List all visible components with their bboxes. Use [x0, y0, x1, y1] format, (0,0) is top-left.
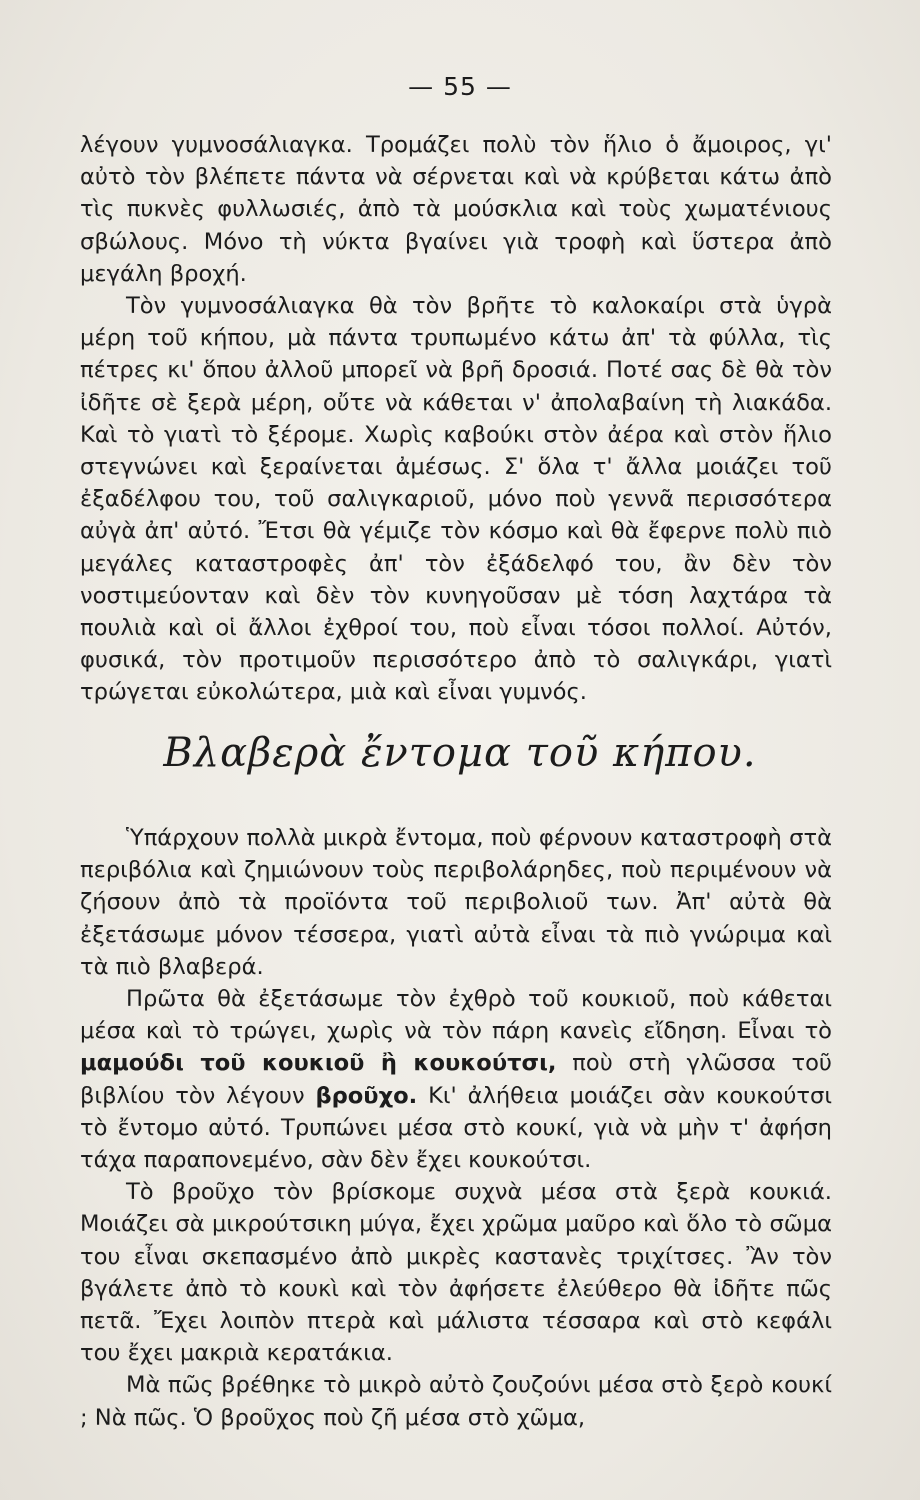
- paragraph: λέγουν γυμνοσάλιαγκα. Τρομάζει πολὺ τὸν ἥλιο ὁ ἄμοιρος, γι' αὐτὸ τὸν βλέπετε πάντα νὰ σέρνεται καὶ νὰ κρύβεται κάτω ἀπὸ τὶς πυκνὲς φυλλωσιές, ἀπὸ τὰ μούσκλια καὶ τοὺς χωματένιους σβώλους. Μόνο τὴ νύκτα βγαίνει γιὰ τροφὴ καὶ ὕστερα ἀπὸ μεγάλη βροχή.: [80, 132, 832, 287]
- paragraph-text: ποὺ στὴ γλῶσσα τοῦ βιβλίου τὸν λέγουν: [80, 1050, 832, 1109]
- paragraph: Τὸ βροῦχο τὸν βρίσκομε συχνὰ μέσα στὰ ξερὰ κουκιά. Μοιάζει σὰ μικρούτσικη μύγα, ἔχει χρῶμα μαῦρο καὶ ὅλο τὸ σῶμα του εἶναι σκεπασμένο ἀπὸ μικρὲς καστανὲς τριχίτσες. Ἂν τὸν βγάλετε ἀπὸ τὸ κουκὶ καὶ τὸν ἀφήσετε ἐλεύθερο θὰ ἰδῆτε πῶς πετᾶ. Ἔχει λοιπὸν πτερὰ καὶ μάλιστα τέσσαρα καὶ στὸ κεφάλι του ἔχει μακριὰ κερατάκια.: [80, 1179, 832, 1367]
- paragraph: Τὸν γυμνοσάλιαγκα θὰ τὸν βρῆτε τὸ καλοκαίρι στὰ ὑγρὰ μέρη τοῦ κήπου, μὰ πάντα τρυπωμένο κάτω ἀπ' τὰ φύλλα, τὶς πέτρες κι' ὅπου ἀλλοῦ μπορεῖ νὰ βρῆ δροσιά. Ποτέ σας δὲ θὰ τὸν ἰδῆτε σὲ ξερὰ μέρη, οὔτε νὰ κάθεται ν' ἀπολαβαίνη τὴ λιακάδα. Καὶ τὸ γιατὶ τὸ ξέρομε. Χωρὶς καβούκι στὸν ἀέρα καὶ στὸν ἥλιο στεγνώνει καὶ ξεραίνεται ἀμέσως. Σ' ὅλα τ' ἄλλα μοιάζει τοῦ ἐξαδέλφου του, τοῦ σαλιγκαριοῦ, μόνο ποὺ γεννᾶ περισσότερα αὐγὰ ἀπ' αὐτό. Ἔτσι θὰ γέμιζε τὸν κόσμο καὶ θὰ ἔφερνε πολὺ πιὸ μεγάλες καταστροφὲς ἀπ' τὸν ἐξάδελφό του, ἂν δὲν τὸν νοστιμεύονταν καὶ δὲν τὸν κυνηγοῦσαν μὲ τόση λαχτάρα τὰ πουλιὰ καὶ οἱ ἄλλοι ἐχθροί του, ποὺ εἶναι τόσοι πολλοί. Αὐτόν, φυσικά, τὸν προτιμοῦν περισσότερο ἀπὸ τὸ σαλιγκάρι, γιατὶ τρώγεται εὐκολώτερα, μιὰ καὶ εἶναι γυμνός.: [80, 293, 832, 706]
- section-heading: Βλαβερὰ ἔντομα τοῦ κήπου.: [163, 730, 757, 776]
- paragraph-text: Κι' ἀλήθεια μοιάζει σὰν κουκούτσι τὸ ἔντομο αὐτό. Τρυπώνει μέσα στὸ κουκί, γιὰ νὰ μὴν τ' ἀφήση τάχα παραπονεμένο, σὰν δὲν ἔχει κουκούτσι.: [80, 1082, 832, 1174]
- paragraph: [80, 983, 832, 1176]
- paragraph-text: Πρῶτα θὰ ἐξετάσωμε τὸν ἐχθρὸ τοῦ κουκιοῦ, ποὺ κάθεται μέσα καὶ τὸ τρώγει, χωρὶς νὰ τὸν πάρη κανεὶς εἴδηση. Εἶναι τὸ: [80, 986, 832, 1045]
- emphasized-term: βροῦχο.: [315, 1082, 418, 1109]
- paragraph: Ὑπάρχουν πολλὰ μικρὰ ἔντομα, ποὺ φέρνουν καταστροφὴ στὰ περιβόλια καὶ ζημιώνουν τοὺς περιβολάρηδες, ποὺ περιμένουν νὰ ζήσουν ἀπὸ τὰ προϊόντα τοῦ περιβολιοῦ των. Ἀπ' αὐτὰ θὰ ἐξετάσωμε μόνον τέσσερα, γιατὶ αὐτὰ εἶναι τὰ πιὸ γνώριμα καὶ τὰ πιὸ βλαβερά.: [80, 825, 832, 980]
- paragraph: Μὰ πῶς βρέθηκε τὸ μικρὸ αὐτὸ ζουζούνι μέσα στὸ ξερὸ κουκί ; Νὰ πῶς. Ὁ βροῦχος ποὺ ζῆ μέσα στὸ χῶμα,: [80, 1372, 832, 1431]
- page-number: — 55 —: [408, 72, 512, 101]
- section-insects-text: [80, 822, 832, 1434]
- section-snail-text: [80, 129, 832, 709]
- emphasized-term: μαμούδι τοῦ κουκιοῦ ἢ κουκούτσι,: [80, 1050, 557, 1077]
